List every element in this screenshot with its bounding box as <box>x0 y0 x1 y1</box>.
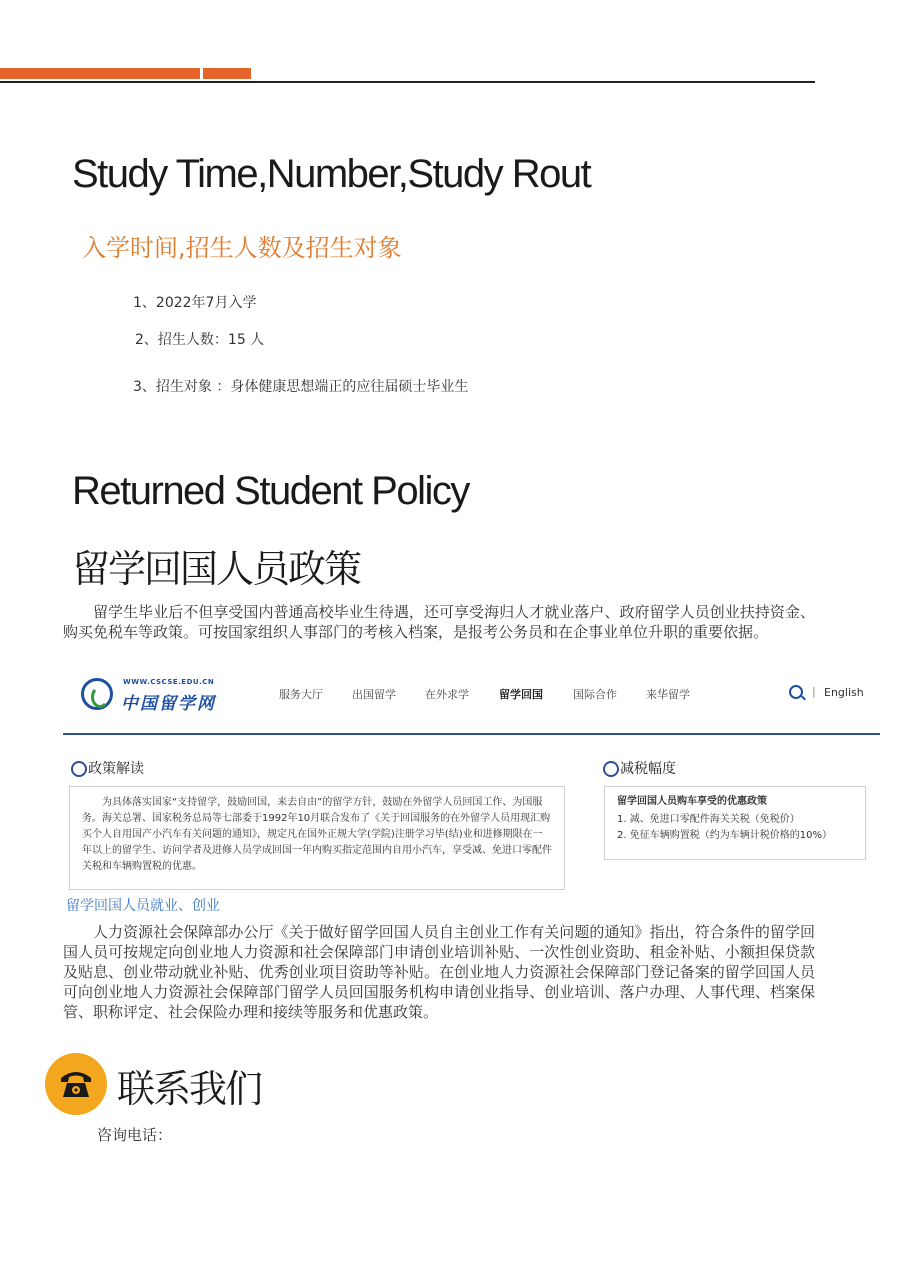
cscse-site-screenshot <box>63 668 880 890</box>
phone-icon <box>45 1053 107 1115</box>
employment-text: 人力资源社会保障部办公厅《关于做好留学回国人员自主创业工作有关问题的通知》指出，符合条件的留学回国人员可按规定向创业地人力资源和社会保障部门申请创业培训补贴、一次性创业资助、租金补贴、小额担保贷款及贴息、创业带动就业补贴、优秀创业项目资助等补贴。在创业地人力资源社会保障部门登记备案的留学回国人员可向创业地人力资源社会保障部门留学人员回国服务机构申请创业指导、创业培训、落户办理、人事代理、档案保管、职称评定、社会保险办理和接续等服务和优惠政策。 <box>63 923 815 1021</box>
tax-reduction-label: 减税幅度 <box>620 761 676 777</box>
search-icon[interactable] <box>789 685 803 699</box>
logo-url: WWW.CSCSE.EDU.CN <box>123 678 215 686</box>
employment-title[interactable]: 留学回国人员就业、创业 <box>66 898 220 914</box>
tax-box-heading: 留学回国人员购车享受的优惠政策 <box>617 796 767 807</box>
nav-studying-abroad[interactable]: 在外求学 <box>425 688 469 701</box>
policy-interpretation-label: 政策解读 <box>88 761 144 777</box>
policy-heading-cn: 留学回国人员政策 <box>72 547 361 591</box>
study-subheading: 入学时间,招生人数及招生对象 <box>82 234 402 262</box>
contact-title: 联系我们 <box>117 1067 262 1111</box>
study-item-target: 3、招生对象 ：身体健康思想端正的应往届硕士毕业生 <box>133 379 469 395</box>
header-bar <box>0 66 815 82</box>
phone-glyph-icon <box>58 1068 94 1100</box>
logo-name: 中国留学网 <box>121 694 216 714</box>
header-rule <box>0 81 815 83</box>
study-item-quota: 2、招生人数：15 人 <box>135 332 265 348</box>
cscse-logo[interactable] <box>81 676 241 716</box>
study-heading: Study Time,Number,Study Rout <box>72 152 591 196</box>
phone-label: 咨询电话： <box>97 1126 173 1144</box>
tax-box-item: 2. 免征车辆购置税（约为车辆计税价格的10%） <box>617 830 832 841</box>
circle-bullet-icon <box>603 761 619 777</box>
tax-box-item: 1. 减、免进口零配件海关关税（免税价） <box>617 814 800 825</box>
policy-interpretation-box: 为具体落实国家“支持留学，鼓励回国，来去自由”的留学方针，鼓励在外留学人员回国工作、为国服务。海关总署、国家税务总局等七部委于1992年10月联合发布了《关于回国服务的在外留学人员用现汇购买个人自用国产小汽车有关问题的通知》，规定凡在国外正规大学(学院)注册学习毕(结)业和进修期限在一年以上的留学生、访问学者及进修人员学成回国一年内购买指定范围内自用小汽车，享受减、免进口零配件关税和车辆购置税的优惠。 <box>69 786 565 890</box>
nav-intl-coop[interactable]: 国际合作 <box>573 688 617 701</box>
study-item-start: 1、2022年7月入学 <box>133 295 257 311</box>
tax-reduction-title <box>603 758 676 778</box>
accent-bar-short <box>203 68 251 79</box>
policy-interpretation-title <box>71 758 144 778</box>
nav-separator: | <box>812 685 816 698</box>
circle-bullet-icon <box>71 761 87 777</box>
policy-heading-en: Returned Student Policy <box>72 469 469 513</box>
nav-return[interactable]: 留学回国 <box>499 688 543 701</box>
tax-reduction-box <box>604 786 866 860</box>
nav-study-abroad[interactable]: 出国留学 <box>352 688 396 701</box>
cscse-logo-mark <box>81 678 113 710</box>
nav-study-in-china[interactable]: 来华留学 <box>646 688 690 701</box>
nav-service-hall[interactable]: 服务大厅 <box>279 688 323 701</box>
language-link[interactable]: English <box>824 686 864 699</box>
policy-intro: 留学生毕业后不但享受国内普通高校毕业生待遇，还可享受海归人才就业落户、政府留学人员创业扶持资金、购买免税车等政策。可按国家组织人事部门的考核入档案，是报考公务员和在企事业单位升职的重要依据。 <box>63 603 815 641</box>
site-nav-rule <box>63 733 880 735</box>
accent-bar <box>0 68 200 79</box>
